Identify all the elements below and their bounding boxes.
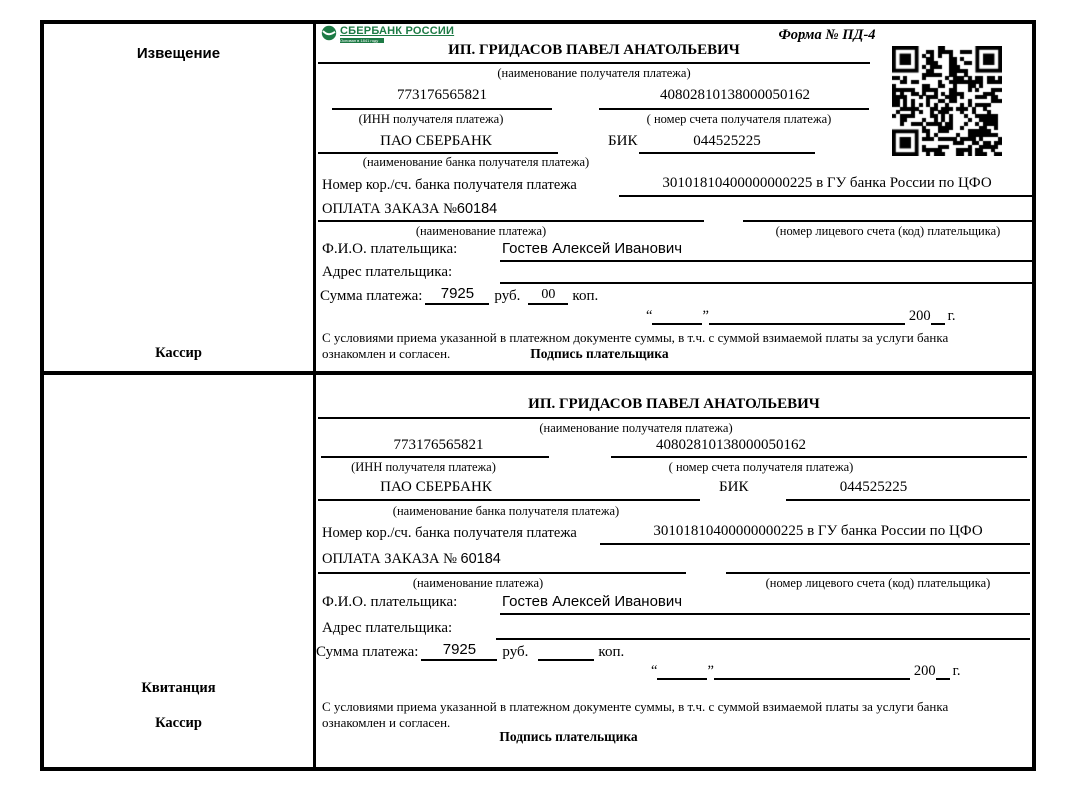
terms-line2: ознакомлен и согласен. bbox=[322, 715, 451, 730]
signature-label: Подпись плательщика bbox=[530, 346, 669, 361]
close-quote: ” bbox=[702, 308, 709, 324]
terms-block bbox=[322, 699, 948, 731]
terms-line1: С условиями приема указанной в платежном документе суммы, в т.ч. с суммой взимаемой платы за услуги банка bbox=[322, 699, 949, 714]
rule bbox=[332, 108, 552, 110]
corr-account-value: 30101810400000000225 в ГУ банка России по ЦФО bbox=[653, 523, 983, 539]
terms-block bbox=[322, 330, 948, 362]
rule bbox=[639, 152, 815, 154]
personal-account-caption: (номер лицевого счета (код) плательщика) bbox=[775, 224, 1001, 238]
qr-code bbox=[892, 46, 1002, 156]
amount-label: Сумма платежа: bbox=[320, 288, 423, 304]
bik-label: БИК bbox=[608, 133, 638, 149]
payee-name-caption: (наименование получателя платежа) bbox=[497, 66, 691, 80]
receipt-left-cell bbox=[44, 375, 316, 767]
rule bbox=[318, 499, 700, 501]
corr-account-label: Номер кор./сч. банка получателя платежа bbox=[322, 177, 577, 193]
payee-account-caption: ( номер счета получателя платежа) bbox=[646, 112, 832, 126]
payee-bank-value: ПАО СБЕРБАНК bbox=[380, 479, 492, 495]
payment-purpose bbox=[322, 550, 501, 568]
amount-rub-value: 7925 bbox=[440, 285, 475, 302]
payment-purpose-number: 60184 bbox=[460, 551, 501, 567]
year-field bbox=[931, 308, 945, 325]
payment-purpose-prefix: ОПЛАТА ЗАКАЗА № bbox=[322, 201, 457, 217]
payee-account-value: 40802810138000050162 bbox=[660, 87, 810, 103]
date-row bbox=[646, 308, 956, 325]
rule bbox=[318, 152, 558, 154]
payer-address-label: Адрес плательщика: bbox=[322, 264, 453, 280]
amount-row bbox=[320, 285, 598, 305]
rub-label: руб. bbox=[494, 288, 521, 304]
rule bbox=[619, 195, 1033, 197]
amount-label: Сумма платежа: bbox=[316, 644, 419, 660]
year-suffix: г. bbox=[947, 308, 956, 324]
date-month-field bbox=[709, 308, 905, 325]
payer-address-label: Адрес плательщика: bbox=[322, 620, 453, 636]
payee-inn-value: 773176565821 bbox=[397, 87, 487, 103]
rule bbox=[726, 572, 1030, 574]
terms-line1: С условиями приема указанной в платежном документе суммы, в т.ч. с суммой взимаемой платы за услуги банка bbox=[322, 330, 949, 345]
year-prefix: 200 bbox=[908, 308, 931, 324]
payment-purpose bbox=[322, 200, 497, 218]
date-day-field bbox=[657, 663, 707, 680]
open-quote: “ bbox=[651, 663, 658, 679]
year-suffix: г. bbox=[952, 663, 961, 679]
payment-purpose-prefix: ОПЛАТА ЗАКАЗА № bbox=[322, 551, 457, 567]
rule bbox=[318, 572, 686, 574]
corr-account-label: Номер кор./сч. банка получателя платежа bbox=[322, 525, 577, 541]
amount-row bbox=[316, 641, 624, 661]
rule bbox=[321, 456, 549, 458]
rule bbox=[600, 543, 1030, 545]
bank-tagline: Основан в 1841 году bbox=[340, 38, 384, 43]
payee-bank-value: ПАО СБЕРБАНК bbox=[380, 133, 492, 149]
rule bbox=[743, 220, 1033, 222]
rule bbox=[496, 638, 1030, 640]
rub-label: руб. bbox=[502, 644, 529, 660]
payer-fio-label: Ф.И.О. плательщика: bbox=[322, 594, 458, 610]
close-quote: ” bbox=[707, 663, 714, 679]
rule bbox=[318, 62, 870, 64]
receipt-section bbox=[44, 371, 1032, 767]
date-day-field bbox=[652, 308, 702, 325]
year-prefix: 200 bbox=[913, 663, 936, 679]
payee-account-value: 40802810138000050162 bbox=[656, 437, 806, 453]
payee-bank-caption: (наименование банка получателя платежа) bbox=[392, 504, 620, 518]
payer-fio-value: Гостев Алексей Иванович bbox=[502, 593, 683, 610]
payer-fio-value: Гостев Алексей Иванович bbox=[502, 240, 683, 257]
payee-inn-value: 773176565821 bbox=[393, 437, 484, 453]
receipt-form bbox=[316, 375, 1032, 767]
notice-left-cell bbox=[44, 24, 316, 371]
rule bbox=[500, 282, 1032, 284]
payee-name: ИП. ГРИДАСОВ ПАВЕЛ АНАТОЛЬЕВИЧ bbox=[528, 396, 820, 412]
amount-rub-field bbox=[425, 285, 489, 305]
payer-fio-label: Ф.И.О. плательщика: bbox=[322, 241, 458, 257]
payment-purpose-number: 60184 bbox=[456, 201, 498, 217]
amount-rub-field bbox=[421, 641, 497, 661]
date-month-field bbox=[714, 663, 910, 680]
sberbank-logo-icon bbox=[321, 25, 337, 41]
signature-label: Подпись плательщика bbox=[499, 729, 638, 744]
payment-name-caption: (наименование платежа) bbox=[415, 224, 547, 238]
date-row bbox=[651, 663, 961, 680]
payee-name-caption: (наименование получателя платежа) bbox=[539, 421, 733, 435]
payee-account-caption: ( номер счета получателя платежа) bbox=[668, 460, 854, 474]
open-quote: “ bbox=[646, 308, 653, 324]
bik-value: 044525225 bbox=[693, 133, 761, 149]
amount-kop-field: 00 bbox=[528, 286, 568, 305]
rule bbox=[500, 613, 1030, 615]
payee-inn-caption: (ИНН получателя платежа) bbox=[351, 460, 496, 474]
cashier-label: Кассир bbox=[155, 345, 202, 361]
bik-label: БИК bbox=[719, 479, 749, 495]
terms-line2: ознакомлен и согласен. Подпись плательщика bbox=[322, 346, 669, 361]
cashier-label: Кассир bbox=[155, 715, 202, 731]
form-outer-border bbox=[40, 20, 1036, 771]
payee-bank-caption: (наименование банка получателя платежа) bbox=[362, 155, 590, 169]
rule bbox=[611, 456, 1027, 458]
receipt-label: Квитанция bbox=[141, 680, 216, 696]
payment-name-caption: (наименование платежа) bbox=[412, 576, 544, 590]
form-code-label: Форма № ПД-4 bbox=[778, 27, 876, 43]
personal-account-caption: (номер лицевого счета (код) плательщика) bbox=[765, 576, 991, 590]
year-field bbox=[936, 663, 950, 680]
rule bbox=[786, 499, 1030, 501]
rule bbox=[318, 220, 704, 222]
payee-name: ИП. ГРИДАСОВ ПАВЕЛ АНАТОЛЬЕВИЧ bbox=[448, 42, 740, 58]
rule bbox=[599, 108, 869, 110]
rule bbox=[500, 260, 1032, 262]
notice-label: Извещение bbox=[136, 45, 221, 62]
rule bbox=[318, 417, 1030, 419]
corr-account-value: 30101810400000000225 в ГУ банка России по ЦФО bbox=[662, 175, 992, 191]
bank-name-label: СБЕРБАНК РОССИИ bbox=[340, 25, 455, 37]
notice-section bbox=[44, 24, 1032, 371]
payee-inn-caption: (ИНН получателя платежа) bbox=[358, 112, 504, 126]
kop-label: коп. bbox=[598, 644, 625, 660]
notice-form bbox=[316, 24, 1032, 371]
amount-kop-field bbox=[538, 659, 594, 661]
kop-label: коп. bbox=[572, 288, 599, 304]
bik-value: 044525225 bbox=[839, 479, 908, 495]
amount-rub-value: 7925 bbox=[442, 641, 477, 658]
